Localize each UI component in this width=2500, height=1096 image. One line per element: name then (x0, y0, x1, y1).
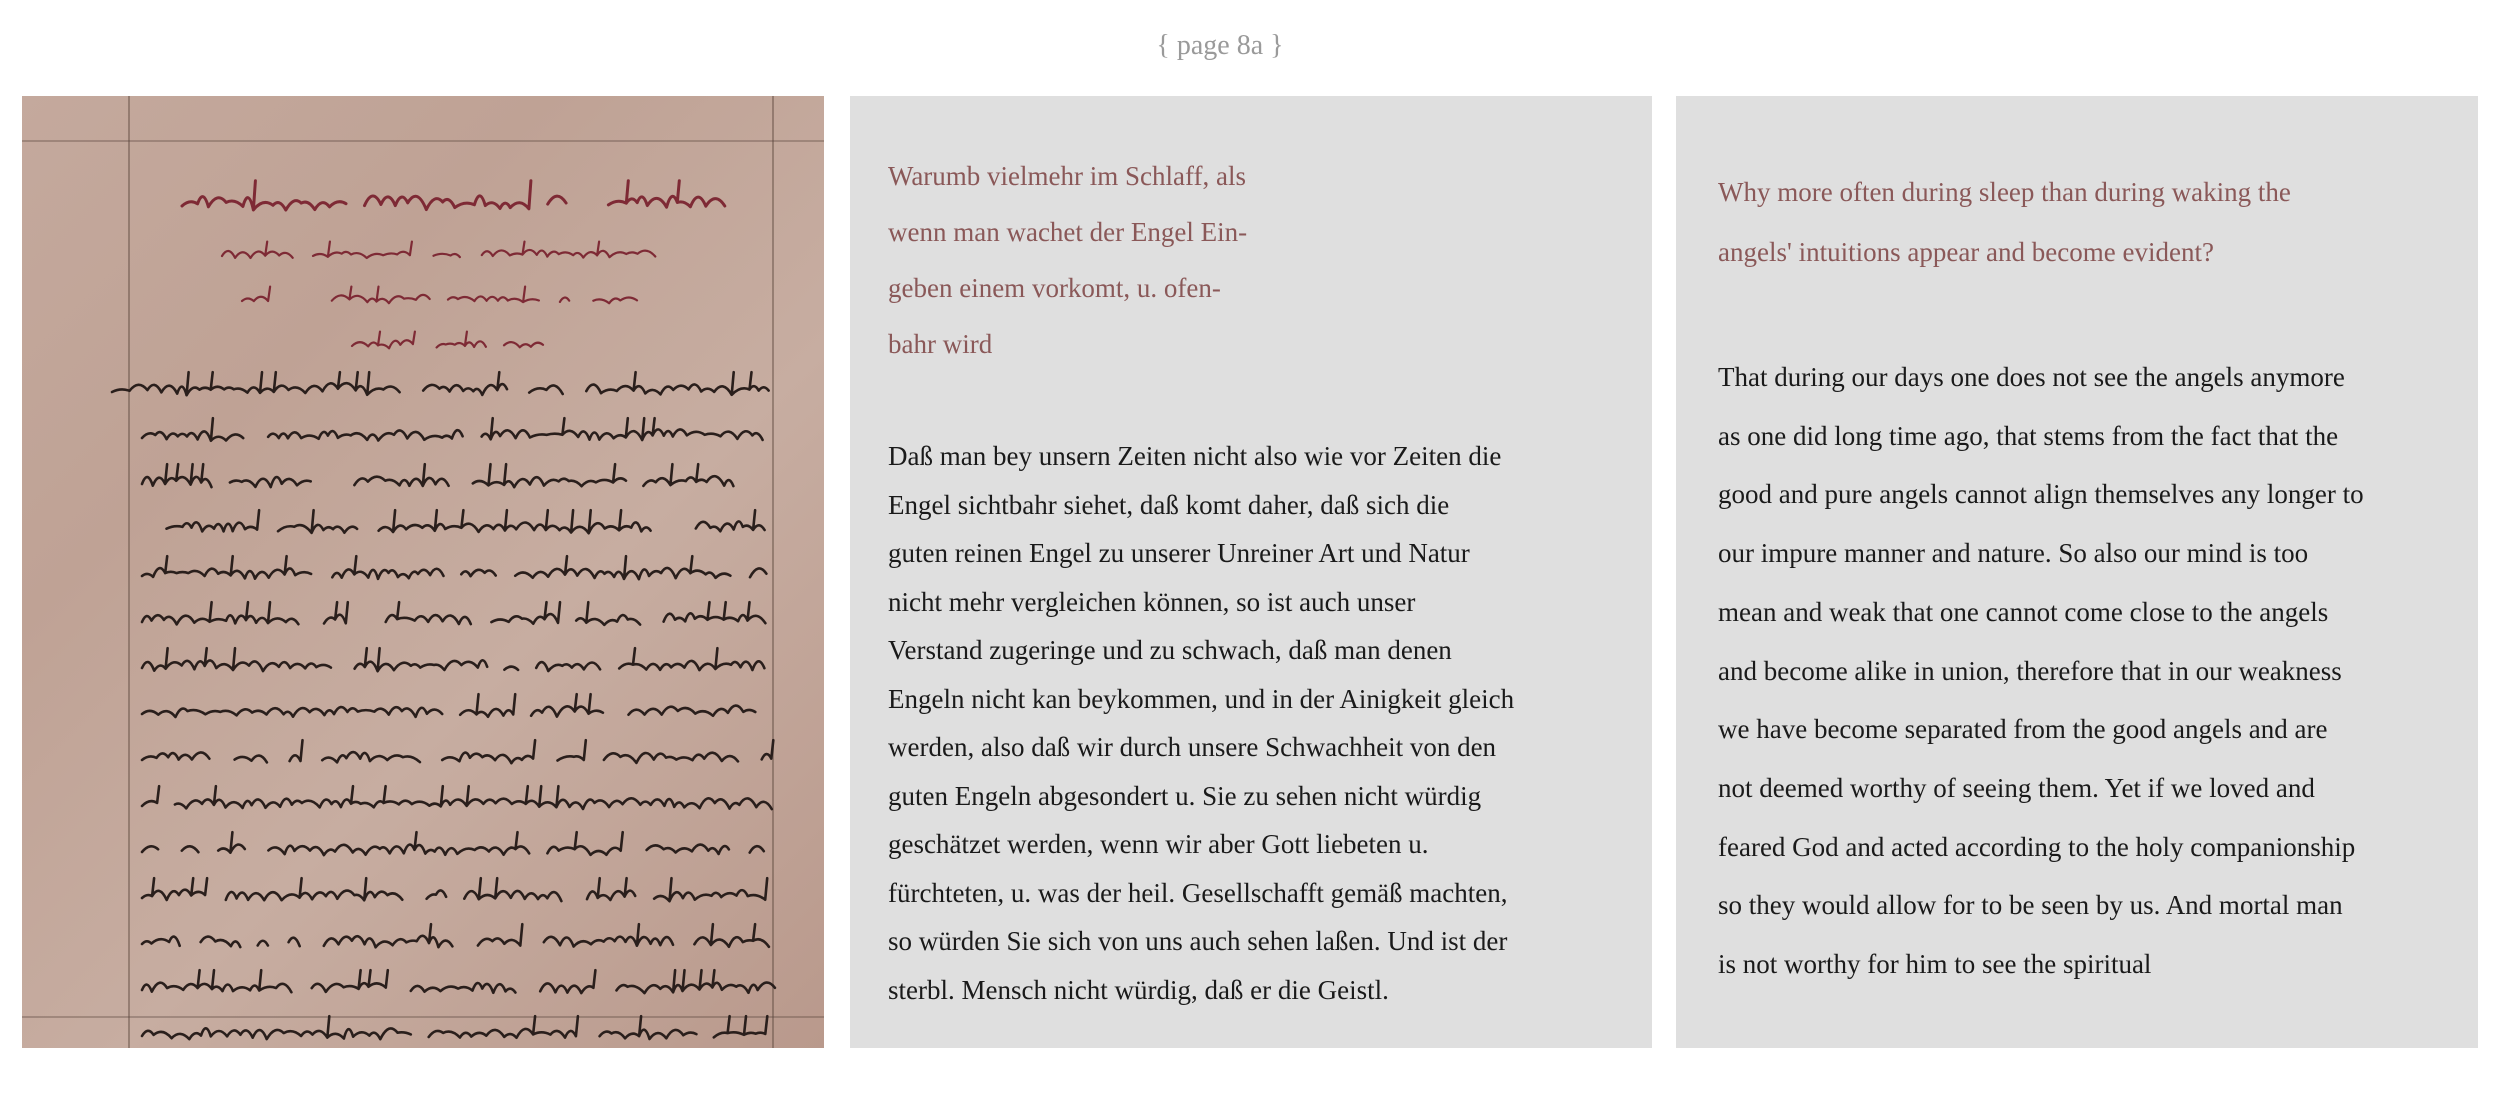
english-title (1718, 162, 2440, 282)
english-title-line: angels' intuitions appear and become evident? (1718, 237, 2214, 267)
german-title-line: Warumb vielmehr im Schlaff, als (888, 161, 1246, 191)
german-title-line: geben einem vorkomt, u. ofen- (888, 273, 1221, 303)
german-body-line: Engeln nicht kan beykommen, und in der Ainigkeit gleich (888, 683, 1515, 714)
manuscript-body-line (142, 556, 766, 579)
manuscript-body-line (167, 510, 765, 533)
english-translation-panel (1676, 96, 2478, 1048)
german-body-line: sterbl. Mensch nicht würdig, daß er die Geistl. (888, 974, 1389, 1005)
manuscript-body-line (142, 464, 783, 487)
english-body-line: we have become separated from the good angels and are (1718, 714, 2328, 745)
german-title-line: wenn man wachet der Engel Ein- (888, 217, 1248, 247)
english-body-line: feared God and acted according to the holy companionship (1718, 831, 2356, 862)
german-body-line: Daß man bey unsern Zeiten nicht also wie vor Zeiten die (888, 441, 1502, 471)
manuscript-body-line (142, 970, 775, 993)
english-body-line: mean and weak that one cannot come close to the angels (1718, 596, 2329, 627)
manuscript-body-line (142, 832, 764, 855)
german-body-line: geschätzet werden, wenn wir aber Gott liebeten u. (888, 829, 1429, 859)
german-body-line: Engel sichtbahr siehet, daß komt daher, daß sich die (888, 489, 1450, 520)
german-transcription-panel (850, 96, 1652, 1048)
manuscript-body-line (142, 602, 765, 625)
page-label: { page 8a } (1156, 30, 1284, 61)
english-title-line: Why more often during sleep than during waking the (1718, 177, 2291, 207)
english-body-line: That during our days one does not see the angels anymore (1718, 362, 2345, 392)
german-title-line: bahr wird (888, 329, 993, 359)
german-body-line: guten Engeln abgesondert u. Sie zu sehen nicht würdig (888, 780, 1482, 811)
english-body (1718, 348, 2440, 994)
handwriting-strokes (22, 96, 824, 1048)
german-body-line: werden, also daß wir durch unsere Schwachheit von den (888, 732, 1497, 762)
manuscript-body-line (142, 418, 763, 441)
manuscript-body-line (112, 372, 769, 395)
english-body-line: good and pure angels cannot align themselves any longer to (1718, 479, 2364, 510)
manuscript-body-line (142, 786, 772, 809)
english-body-line: so they would allow for to be seen by us. And mortal man (1718, 890, 2343, 921)
manuscript-image (22, 96, 824, 1048)
german-body-line: fürchteten, u. was der heil. Gesellschafft gemäß machten, (888, 877, 1508, 908)
english-body-line: as one did long time ago, that stems from the fact that the (1718, 420, 2339, 451)
manuscript-body-line (142, 740, 773, 763)
english-body-line: not deemed worthy of seeing them. Yet if we loved and (1718, 772, 2315, 803)
german-body-line: Verstand zugeringe und zu schwach, daß man denen (888, 635, 1452, 665)
manuscript-body-line (142, 648, 764, 671)
manuscript-body-line (142, 878, 767, 901)
german-body-line: so würden Sie sich von uns auch sehen laßen. Und ist der (888, 926, 1508, 956)
german-body (888, 432, 1614, 1014)
german-body-line: guten reinen Engel zu unserer Unreiner Art und Natur (888, 538, 1470, 568)
manuscript-body-line (142, 924, 769, 947)
english-body-line: our impure manner and nature. So also our mind is too (1718, 538, 2309, 569)
english-body-line: and become alike in union, therefore that in our weakness (1718, 655, 2342, 686)
manuscript-body-line (142, 1016, 767, 1039)
german-body-line: nicht mehr vergleichen können, so ist auch unser (888, 586, 1416, 617)
english-body-line: is not worthy for him to see the spiritual (1718, 949, 2152, 980)
manuscript-body-line (142, 694, 774, 717)
german-title (888, 148, 1328, 372)
